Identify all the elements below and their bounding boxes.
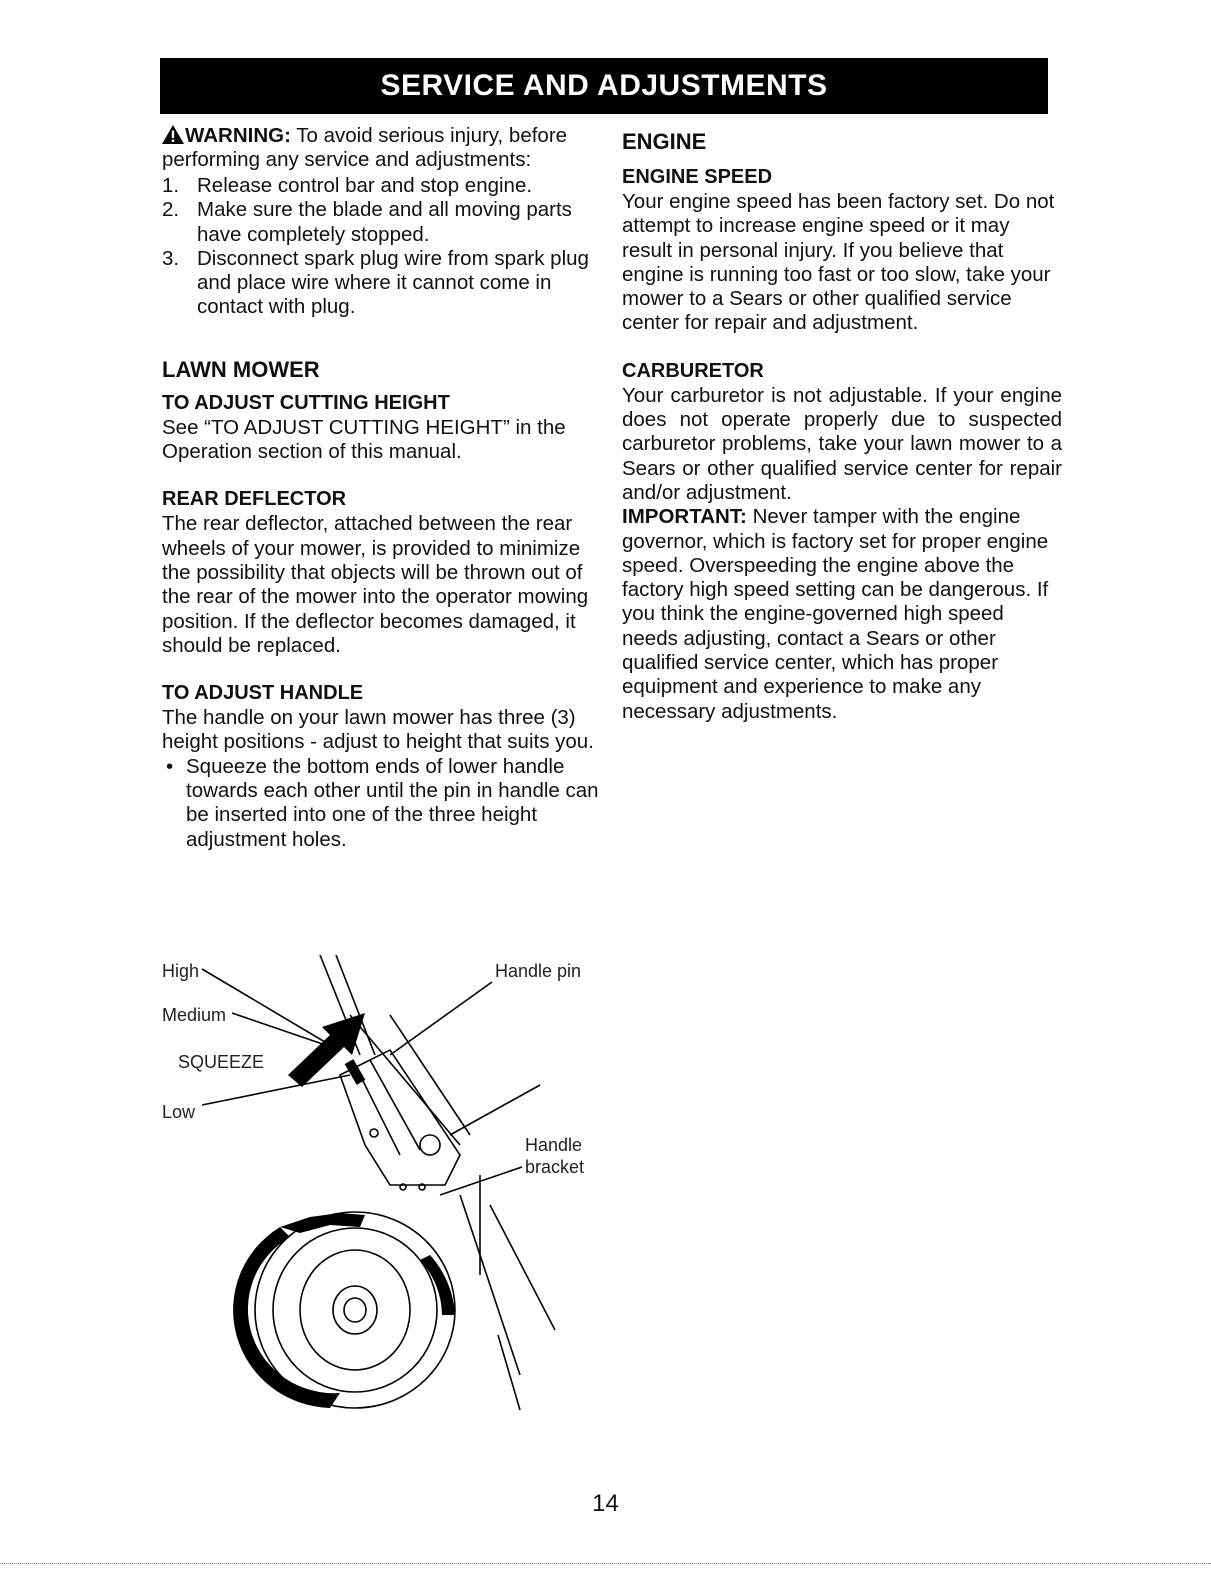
- warning-label: WARNING:: [185, 124, 291, 147]
- label-handle-bracket-line2: bracket: [525, 1157, 585, 1177]
- step-number: 3.: [162, 246, 180, 270]
- adjust-handle-bullets: [162, 755, 602, 852]
- warning-steps: [162, 174, 602, 320]
- section-title: SERVICE AND ADJUSTMENTS: [160, 58, 1048, 114]
- rear-deflector-heading: REAR DEFLECTOR: [162, 488, 347, 511]
- handle-adjustment-figure: [160, 955, 600, 1415]
- adjust-handle-heading: TO ADJUST HANDLE: [162, 682, 364, 705]
- important-note: [622, 505, 1062, 724]
- label-medium: Medium: [162, 1005, 227, 1025]
- step-number: 2.: [162, 198, 180, 222]
- step-text: Release control bar and stop engine.: [197, 174, 533, 197]
- carburetor-text: Your carburetor is not adjustable. If your engine does not operate properly due to suspected carburetor problems, take your lawn mower to a Sears or other qualified service center for repair and/or adjustment.: [622, 383, 1062, 504]
- important-label: IMPORTANT:: [622, 505, 747, 529]
- warning-block: [162, 124, 602, 172]
- page-bottom-divider: [0, 1563, 1211, 1564]
- list-item: [162, 174, 602, 198]
- list-item: [162, 755, 602, 852]
- list-item: [162, 198, 602, 247]
- engine-heading: ENGINE: [622, 129, 707, 154]
- right-column: [622, 128, 1062, 724]
- engine-speed-text: Your engine speed has been factory set. Do not attempt to increase engine speed or it may result in personal injury. If you believe that engine is running too fast or too slow, take your mower to a Sears or other qualified service center for repair and adjustment.: [622, 190, 1055, 335]
- step-text: Disconnect spark plug wire from spark plug and place wire where it cannot come in contact with plug.: [197, 246, 589, 319]
- engine-speed-heading: ENGINE SPEED: [622, 166, 773, 188]
- list-item: [162, 247, 602, 320]
- label-low: Low: [162, 1102, 196, 1122]
- bullet-text: Squeeze the bottom ends of lower handle towards each other until the pin in handle can be inserted into one of the three height adjustment holes.: [186, 754, 599, 851]
- label-squeeze: SQUEEZE: [178, 1052, 265, 1072]
- label-handle-bracket-line1: Handle: [525, 1135, 583, 1155]
- warning-text: To avoid serious injury, before performing any service and adjustments:: [162, 124, 568, 171]
- rear-deflector-text: The rear deflector, attached between the rear wheels of your mower, is provided to minimize the possibility that objects will be thrown out of the rear of the mower into the operator mowing position. If the deflector becomes damaged, it should be replaced.: [162, 512, 589, 657]
- lawn-mower-heading: LAWN MOWER: [162, 356, 320, 382]
- bullet-icon: •: [166, 754, 174, 778]
- cutting-height-heading: TO ADJUST CUTTING HEIGHT: [162, 391, 450, 414]
- label-handle-pin: Handle pin: [495, 961, 582, 981]
- adjust-handle-text: The handle on your lawn mower has three (3) height positions - adjust to height that suits you.: [162, 706, 594, 754]
- important-text: Never tamper with the engine governor, which is factory set for proper engine speed. Overspeeding the engine above the factory high speed setting can be dangerous. If you think the engine-governed high speed needs adjusting, contact a Sears or other qualified service center, which has proper equipment and experience to make any necessary adjustments.: [622, 505, 1049, 723]
- step-text: Make sure the blade and all moving parts have completely stopped.: [197, 198, 572, 246]
- step-number: 1.: [162, 174, 180, 197]
- label-high: High: [162, 961, 200, 981]
- carburetor-heading: CARBURETOR: [622, 359, 764, 382]
- page-number: 14: [592, 1490, 619, 1517]
- cutting-height-text: See “TO ADJUST CUTTING HEIGHT” in the Operation section of this manual.: [162, 415, 566, 464]
- warning-triangle-icon: [162, 125, 184, 144]
- left-column: [162, 124, 602, 852]
